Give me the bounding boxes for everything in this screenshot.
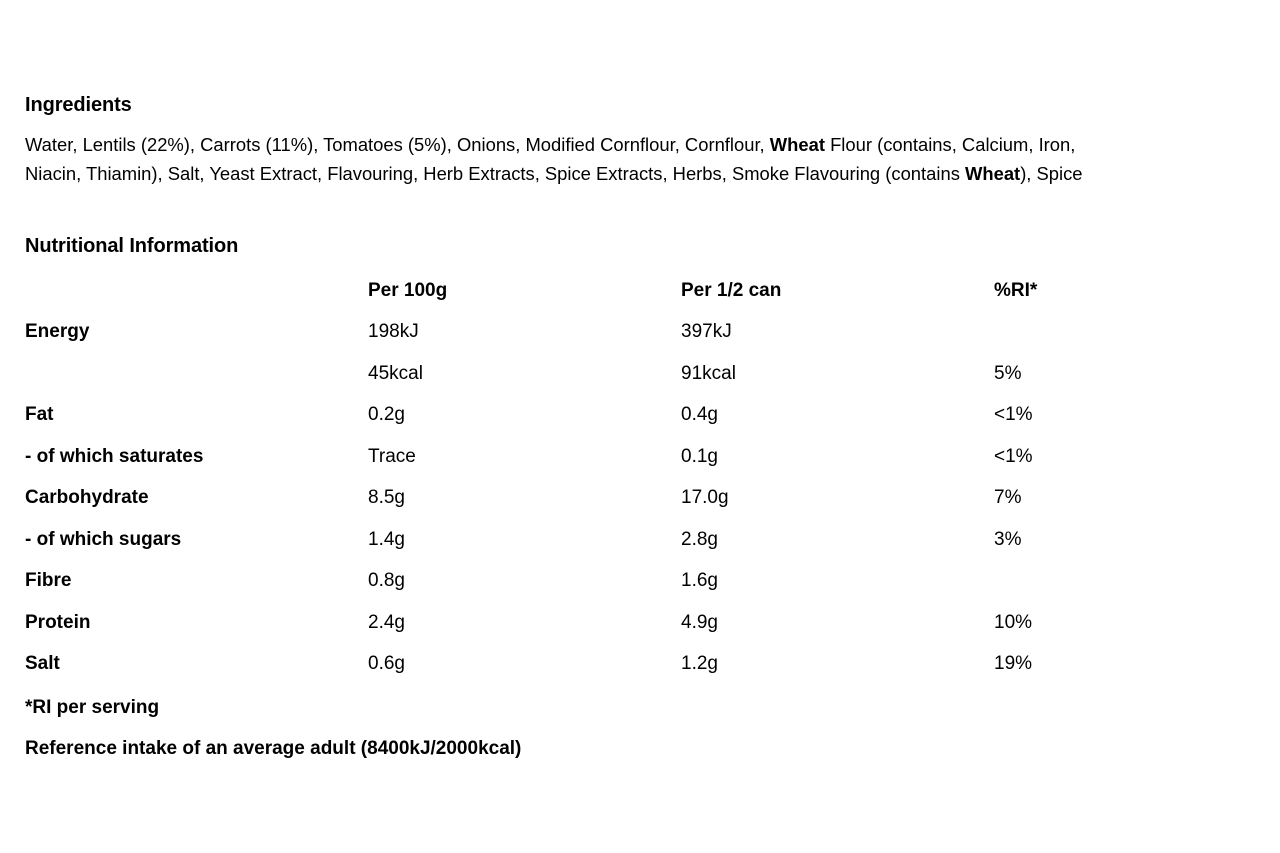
table-row [25, 644, 1114, 686]
ri-value: 10% [994, 611, 1033, 633]
per-half-can-value: 4.9g [681, 611, 718, 633]
ingredients-segment: Water, Lentils (22%), Carrots (11%), Tomatoes (5%), Onions, Modified Cornflour, Cornflour, [25, 134, 770, 155]
reference-intake-footnote: Reference intake of an average adult (8400kJ/2000kcal) [25, 738, 522, 759]
ri-value: 19% [994, 653, 1033, 675]
ri-value [994, 312, 1114, 354]
per-100g-value: 1.4g [368, 528, 405, 550]
table-row [25, 436, 1114, 478]
ri-footnote: *RI per serving [25, 697, 160, 718]
per-100g-value: 0.8g [368, 570, 405, 592]
per-half-can-value: 17.0g [681, 487, 729, 509]
table-row [25, 519, 1114, 561]
per-half-can-value: 1.2g [681, 653, 718, 675]
ri-value [994, 561, 1114, 603]
column-header-ri: %RI* [994, 279, 1038, 301]
nutrition-table [25, 270, 1114, 685]
per-half-can-value: 0.1g [681, 445, 718, 467]
ingredients-segment: Flour (contains, Calcium, Iron, [824, 134, 1076, 155]
per-100g-value: 0.6g [368, 653, 405, 675]
nutrient-label: Fibre [25, 570, 72, 592]
per-100g-value: Trace [368, 445, 416, 467]
nutrient-label: - of which sugars [25, 528, 182, 550]
ri-value: 5% [994, 362, 1022, 384]
column-header-per-100g: Per 100g [368, 279, 448, 301]
table-row [25, 478, 1114, 520]
table-row [25, 353, 1114, 395]
ri-value: <1% [994, 445, 1033, 467]
nutrient-label: Energy [25, 321, 90, 343]
table-row [25, 395, 1114, 437]
nutrient-label: Salt [25, 653, 60, 675]
per-100g-value: 8.5g [368, 487, 405, 509]
table-row [25, 312, 1114, 354]
per-half-can-value: 1.6g [681, 570, 718, 592]
per-half-can-value: 91kcal [681, 362, 736, 384]
nutrient-label: Protein [25, 611, 91, 633]
ri-value: 3% [994, 528, 1022, 550]
per-half-can-value: 0.4g [681, 404, 718, 426]
per-100g-value: 45kcal [368, 362, 423, 384]
nutrient-label: Carbohydrate [25, 487, 149, 509]
ri-value: <1% [994, 404, 1033, 426]
ingredients-text [25, 130, 1275, 188]
table-row [25, 561, 1114, 603]
per-100g-value: 2.4g [368, 611, 405, 633]
per-100g-value: 198kJ [368, 321, 419, 343]
nutrient-label: Fat [25, 404, 54, 426]
ingredients-allergen: Wheat [769, 134, 825, 155]
ingredients-allergen: Wheat [965, 163, 1021, 184]
table-row [25, 602, 1114, 644]
nutrition-heading: Nutritional Information [25, 235, 239, 257]
ingredients-segment: Niacin, Thiamin), Salt, Yeast Extract, Flavouring, Herb Extracts, Spice Extracts, Herbs, Smoke Flavouring (contains [25, 163, 965, 184]
nutrition-header-row [25, 270, 1114, 312]
ri-value: 7% [994, 487, 1022, 509]
column-header-per-half-can: Per 1/2 can [681, 279, 782, 301]
ingredients-heading: Ingredients [25, 94, 132, 116]
column-header-nutrient [25, 270, 368, 312]
per-half-can-value: 397kJ [681, 321, 732, 343]
per-half-can-value: 2.8g [681, 528, 718, 550]
nutrient-label [25, 353, 368, 395]
per-100g-value: 0.2g [368, 404, 405, 426]
ingredients-segment: ), Spice [1020, 163, 1083, 184]
nutrient-label: - of which saturates [25, 445, 204, 467]
